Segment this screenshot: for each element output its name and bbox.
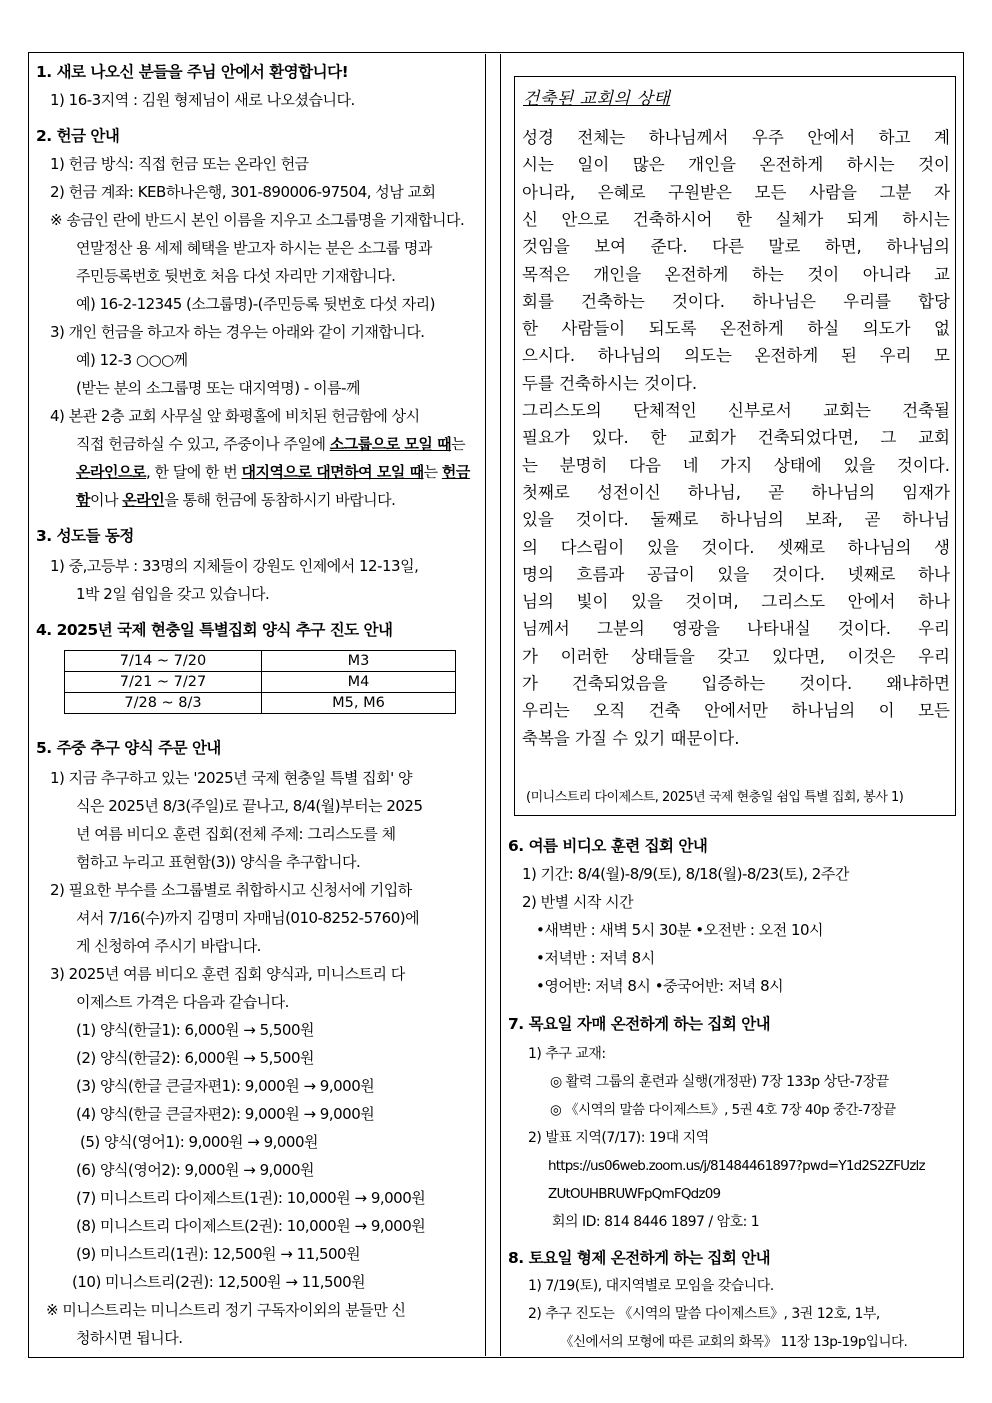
s7-line-4: 2) 발표 지역(7/17): 19대 지역: [528, 1130, 709, 1146]
value-cell: M4: [262, 672, 456, 693]
price-item: (9) 미니스트리(1권): 12,500원 → 11,500원: [76, 1245, 361, 1263]
s2-line-4: 연말정산 용 세제 혜택을 받고자 하시는 분은 소그룹 명과: [76, 239, 432, 257]
s8-line-2: 2) 추구 진도는 《시역의 말씀 다이제스트》, 3권 12호, 1부,: [528, 1306, 880, 1322]
article-line: 시는 일이 많은 개인을 온전하게 하시는 것이: [522, 155, 950, 175]
price-item: (2) 양식(한글2): 6,000원 → 5,500원: [76, 1049, 315, 1067]
article-line: 두를 건축하시는 것이다.: [522, 373, 698, 393]
article-line: 축복을 가질 수 있기 때문이다.: [522, 728, 740, 748]
section-8-title: 8. 토요일 형제 온전하게 하는 집회 안내: [508, 1249, 771, 1267]
s2-line-3: ※ 송금인 란에 반드시 본인 이름을 지우고 소그룹명을 기재합니다.: [50, 211, 465, 229]
s2-line-12e: 헌금: [441, 463, 470, 481]
section-2-title: 2. 헌금 안내: [36, 127, 120, 145]
article-line: 님께서 그분의 영광을 나타내실 것이다. 우리: [522, 619, 950, 639]
s2-line-13a: 함: [76, 491, 90, 509]
article-line: 것임을 보여 준다. 다른 말로 하면, 하나님의: [522, 237, 950, 257]
article-line: 한 사람들이 되도록 온전하게 하실 의도가 없: [522, 319, 950, 339]
price-item: (6) 양식(영어2): 9,000원 → 9,000원: [76, 1161, 315, 1179]
article-line: 가 이러한 상태들을 갖고 있다면, 이것은 우리: [522, 646, 950, 666]
s2-line-12: [76, 458, 470, 486]
s6-line-4: •저녁반 : 저녁 8시: [536, 949, 655, 967]
s2-line-12c: 대지역으로 대면하여 모일 때: [241, 463, 424, 481]
article-line: 아니라, 은혜로 구원받은 모든 사람을 그분 자: [522, 182, 950, 202]
s2-line-12d: 는: [423, 463, 442, 481]
table-row: [65, 651, 456, 672]
s8-line-1: 1) 7/19(토), 대지역별로 모임을 갖습니다.: [528, 1278, 774, 1294]
price-item: (4) 양식(한글 큰글자편2): 9,000원 → 9,000원: [76, 1105, 375, 1123]
article-line: 가 건축되었음을 입증하는 것이다. 왜냐하면: [522, 674, 950, 693]
period-cell: 7/28 ~ 8/3: [65, 693, 262, 714]
article-line: 있을 것이다. 둘째로 하나님의 보좌, 곧 하나님: [522, 510, 950, 530]
s7-line-2: ◎ 활력 그룹의 훈련과 실행(개정판) 7장 133p 상단-7장끝: [550, 1074, 889, 1090]
section-3-title: 3. 성도들 동정: [36, 527, 134, 545]
s5-line-4: 험하고 누리고 표현함(3)) 양식을 추구합니다.: [76, 853, 361, 871]
section-4-title: 4. 2025년 국제 현충일 특별집회 양식 추구 진도 안내: [36, 621, 393, 639]
article-line: 회를 건축하는 것이다. 하나님은 우리를 합당: [522, 291, 950, 311]
s6-line-2: 2) 반별 시작 시간: [522, 893, 634, 911]
s2-line-7: 3) 개인 헌금을 하고자 하는 경우는 아래와 같이 기재합니다.: [50, 323, 425, 341]
article-line: 성경 전체는 하나님께서 우주 안에서 하고 계: [522, 128, 950, 147]
article-line: 는 분명히 다음 네 가지 상태에 있을 것이다.: [522, 455, 950, 475]
s2-line-11: [76, 430, 465, 458]
s2-line-11c: 는: [451, 435, 466, 453]
section-6-title: 6. 여름 비디오 훈련 집회 안내: [508, 837, 708, 855]
article-line: 필요가 있다. 한 교회가 건축되었다면, 그 교회: [522, 428, 950, 448]
s2-line-2: 2) 헌금 계좌: KEB하나은행, 301-890006-97504, 성남 교회: [50, 183, 436, 201]
value-cell: M3: [262, 651, 456, 672]
s2-line-9: (받는 분의 소그룹명 또는 대지역명) - 이름-께: [76, 379, 360, 397]
s2-line-6: 예) 16-2-12345 (소그룹명)-(주민등록 뒷번호 다섯 자리): [76, 295, 436, 313]
s5-line-6: 셔서 7/16(수)까지 김명미 자매님(010-8252-5760)에: [76, 909, 420, 927]
s3-line-2: 1박 2일 쉼입을 갖고 있습니다.: [76, 585, 270, 603]
s2-line-13: [76, 486, 395, 514]
s5-line-1: 1) 지금 추구하고 있는 '2025년 국제 현충일 특별 집회' 양: [50, 769, 413, 787]
article-line: 첫째로 성전이신 하나님, 곧 하나님의 임재가: [522, 482, 950, 502]
s5-line-9: 이제스트 가격은 다음과 같습니다.: [76, 993, 289, 1011]
price-item: (7) 미니스트리 다이제스트(1권): 10,000원 → 9,000원: [76, 1189, 426, 1207]
s7-line-7: 회의 ID: 814 8446 1897 / 암호: 1: [552, 1214, 760, 1230]
s5-line-8: 3) 2025년 여름 비디오 훈련 집회 양식과, 미니스트리 다: [50, 965, 405, 983]
s7-line-3: ◎ 《시역의 말씀 다이제스트》, 5권 4호 7장 40p 중간-7장끝: [550, 1102, 896, 1118]
s5-note-1: ※ 미니스트리는 미니스트리 정기 구독자이외의 분들만 신: [46, 1301, 406, 1319]
price-item: (8) 미니스트리 다이제스트(2권): 10,000원 → 9,000원: [76, 1217, 426, 1235]
article-line: 그리스도의 단체적인 신부로서 교회는 건축될: [522, 401, 950, 420]
section-7-title: 7. 목요일 자매 온전하게 하는 집회 안내: [508, 1015, 771, 1033]
s6-line-5: •영어반: 저녁 8시 •중국어반: 저녁 8시: [536, 977, 784, 995]
s2-line-13d: 을 통해 헌금에 동참하시기 바랍니다.: [164, 491, 396, 509]
article-line: 우리는 오직 건축 안에서만 하나님의 이 모든: [522, 701, 950, 721]
article-line: 목적은 개인을 온전하게 하는 것이 아니라 교: [522, 264, 950, 284]
price-item: (5) 양식(영어1): 9,000원 → 9,000원: [80, 1133, 319, 1151]
s5-line-3: 년 여름 비디오 훈련 집회(전체 주제: 그리스도를 체: [76, 825, 396, 843]
s2-line-10: 4) 본관 2층 교회 사무실 앞 화평홀에 비치된 헌금함에 상시: [50, 407, 420, 425]
period-cell: 7/14 ~ 7/20: [65, 651, 262, 672]
price-item: (1) 양식(한글1): 6,000원 → 5,500원: [76, 1021, 315, 1039]
s2-line-11b: 소그룹으로 모일 때: [329, 435, 452, 453]
s5-line-5: 2) 필요한 부수를 소그룹별로 취합하시고 신청서에 기입하: [50, 881, 412, 899]
s2-line-12a: 온라인으로: [76, 463, 146, 481]
value-cell: M5, M6: [262, 693, 456, 714]
article-source: (미니스트리 다이제스트, 2025년 국제 현충일 쉼입 특별 집회, 봉사 1): [526, 790, 904, 805]
article-line: 으시다. 하나님의 의도는 온전하게 된 우리 모: [522, 346, 950, 366]
section-1-title: 1. 새로 나오신 분들을 주님 안에서 환영합니다!: [36, 63, 349, 81]
price-item: (3) 양식(한글 큰글자편1): 9,000원 → 9,000원: [76, 1077, 375, 1095]
s2-line-13b: 이나: [90, 491, 123, 509]
s2-line-1: 1) 헌금 방식: 직접 헌금 또는 온라인 헌금: [50, 155, 309, 173]
price-item: (10) 미니스트리(2권): 12,500원 → 11,500원: [72, 1273, 366, 1291]
s5-note-2: 청하시면 됩니다.: [76, 1329, 183, 1347]
s6-line-1: 1) 기간: 8/4(월)-8/9(토), 8/18(월)-8/23(토), 2주간: [522, 865, 849, 883]
table-row: [65, 672, 456, 693]
zoom-link-cont[interactable]: ZUtOUHBRUWFpQmFQdz09: [548, 1186, 721, 1202]
section-5-title: 5. 주중 추구 양식 주문 안내: [36, 739, 221, 757]
article-title: 건축된 교회의 상태: [523, 89, 671, 109]
s2-line-13c: 온라인: [122, 491, 165, 509]
s2-line-8: 예) 12-3 ○○○께: [76, 351, 188, 369]
article-line: 님의 빛이 있을 것이며, 그리스도 안에서 하나: [522, 592, 950, 612]
article-line: 신 안으로 건축하시어 한 실체가 되게 하시는: [522, 209, 950, 229]
s2-line-12b: , 한 달에 한 번: [145, 463, 242, 481]
period-cell: 7/21 ~ 7/27: [65, 672, 262, 693]
s6-line-3: •새벽반 : 새벽 5시 30분 •오전반 : 오전 10시: [536, 921, 824, 939]
s3-line-1: 1) 중,고등부 : 33명의 지체들이 강원도 인제에서 12-13일,: [50, 557, 419, 575]
s2-line-11a: 직접 헌금하실 수 있고, 주중이나 주일에: [76, 435, 330, 453]
progress-table: [64, 650, 456, 714]
s5-line-2: 식은 2025년 8/3(주일)로 끝나고, 8/4(월)부터는 2025: [76, 797, 423, 815]
article-line: 의 다스림이 있을 것이다. 셋째로 하나님의 생: [522, 537, 950, 557]
s8-line-3: 《신에서의 모형에 따른 교회의 화목》 11장 13p-19p입니다.: [560, 1334, 908, 1350]
s7-line-1: 1) 추구 교재:: [528, 1046, 606, 1062]
article-line: 명의 흐름과 공급이 있을 것이다. 넷째로 하나: [522, 564, 950, 584]
zoom-link[interactable]: https://us06web.zoom.us/j/81484461897?pwd=Y1d2S2ZFUzlz: [548, 1158, 925, 1174]
s1-line-1: 1) 16-3지역 : 김원 형제님이 새로 나오셨습니다.: [50, 91, 355, 109]
s2-line-5: 주민등록번호 뒷번호 처음 다섯 자리만 기재합니다.: [76, 267, 396, 285]
table-row: [65, 693, 456, 714]
s5-line-7: 게 신청하여 주시기 바랍니다.: [76, 937, 261, 955]
